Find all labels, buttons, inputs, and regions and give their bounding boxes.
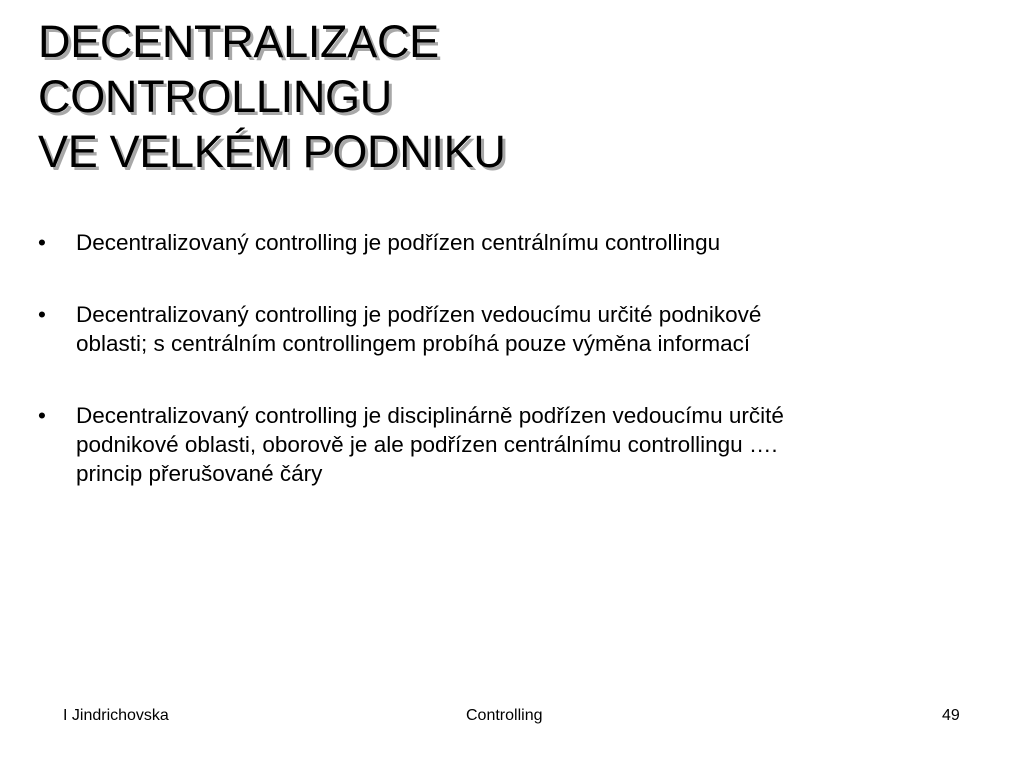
bullet-item-2: [38, 300, 988, 358]
bullet-marker: •: [38, 403, 46, 428]
slide-title: [38, 14, 978, 179]
bullet-item-1: [38, 228, 988, 257]
bullet-list: [38, 228, 988, 531]
title-line-2: CONTROLLINGU: [38, 71, 392, 122]
bullet-3-line-1: Decentralizovaný controlling je disciplinárně podřízen vedoucímu určité: [76, 403, 784, 428]
bullet-1-line-1: Decentralizovaný controlling je podřízen centrálnímu controllingu: [76, 230, 721, 255]
title-line-1: DECENTRALIZACE: [38, 16, 439, 67]
footer-subject: Controlling: [466, 707, 543, 724]
bullet-marker: •: [38, 302, 46, 327]
title-line-3: VE VELKÉM PODNIKU: [38, 126, 506, 177]
footer-author: I Jindrichovska: [63, 707, 169, 724]
bullet-3-line-3: princip přerušované čáry: [76, 461, 323, 486]
footer-page-number: 49: [942, 707, 960, 724]
bullet-2-line-1: Decentralizovaný controlling je podřízen vedoucímu určité podnikové: [76, 302, 762, 327]
bullet-marker: •: [38, 230, 46, 255]
bullet-item-3: [38, 401, 988, 488]
bullet-2-line-2: oblasti; s centrálním controllingem probíhá pouze výměna informací: [76, 331, 751, 356]
bullet-3-line-2: podnikové oblasti, oborově je ale podřízen centrálnímu controllingu ….: [76, 432, 778, 457]
